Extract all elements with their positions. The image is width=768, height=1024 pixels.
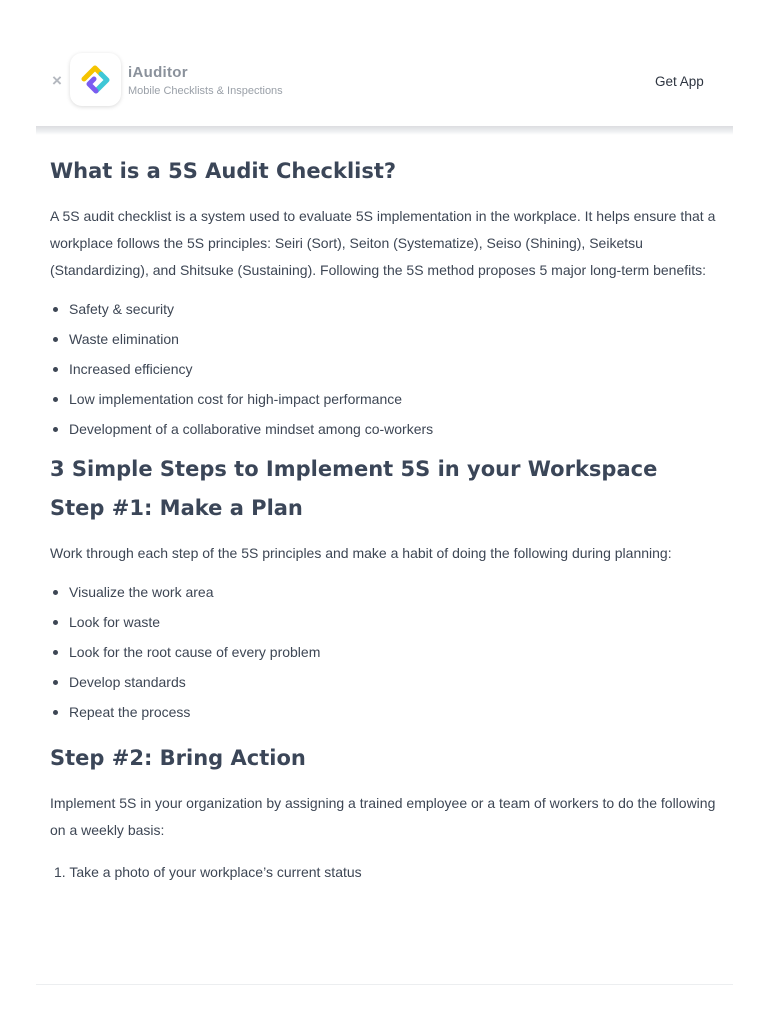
step1-heading: Step #1: Make a Plan bbox=[50, 496, 303, 520]
list-item: Repeat the process bbox=[50, 702, 720, 732]
app-banner bbox=[36, 40, 733, 128]
app-subtitle: Mobile Checklists & Inspections bbox=[128, 85, 283, 97]
steps-heading: 3 Simple Steps to Implement 5S in your Workspace bbox=[50, 457, 658, 481]
list-item: Look for the root cause of every problem bbox=[50, 642, 720, 672]
benefits-list bbox=[50, 299, 720, 449]
step2-heading: Step #2: Bring Action bbox=[50, 746, 306, 770]
article-content bbox=[50, 155, 720, 882]
get-app-button[interactable]: Get App bbox=[655, 74, 704, 89]
list-item: Increased efficiency bbox=[50, 359, 720, 389]
step2-list bbox=[50, 862, 720, 882]
banner-divider bbox=[36, 126, 733, 135]
list-item: Development of a collaborative mindset among co-workers bbox=[50, 419, 720, 449]
step1-list bbox=[50, 582, 720, 732]
list-item: Waste elimination bbox=[50, 329, 720, 359]
list-item: Low implementation cost for high-impact performance bbox=[50, 389, 720, 419]
app-name: iAuditor bbox=[128, 64, 188, 81]
page-title: What is a 5S Audit Checklist? bbox=[50, 159, 397, 183]
iauditor-logo-icon bbox=[78, 62, 113, 97]
list-item: Safety & security bbox=[50, 299, 720, 329]
list-item: Develop standards bbox=[50, 672, 720, 702]
list-item: Look for waste bbox=[50, 612, 720, 642]
close-icon[interactable]: × bbox=[52, 71, 62, 90]
list-item: Visualize the work area bbox=[50, 582, 720, 612]
footer-divider bbox=[36, 984, 733, 985]
step1-paragraph: Work through each step of the 5S principles and make a habit of doing the following during planning: bbox=[50, 545, 672, 561]
list-item: 1. Take a photo of your workplace’s current status bbox=[54, 864, 362, 880]
step2-paragraph: Implement 5S in your organization by assigning a trained employee or a team of workers to do the following on a weekly basis: bbox=[50, 795, 716, 838]
intro-paragraph: A 5S audit checklist is a system used to evaluate 5S implementation in the workplace. It helps ensure that a workplace follows the 5S principles: Seiri (Sort), Seiton (Systematize), Seiso (Shining), Seiketsu (Standardizing), and Shitsuke (Sustaining). Following the 5S method proposes 5 major long-term benefits: bbox=[50, 208, 716, 278]
app-icon[interactable] bbox=[70, 53, 121, 106]
